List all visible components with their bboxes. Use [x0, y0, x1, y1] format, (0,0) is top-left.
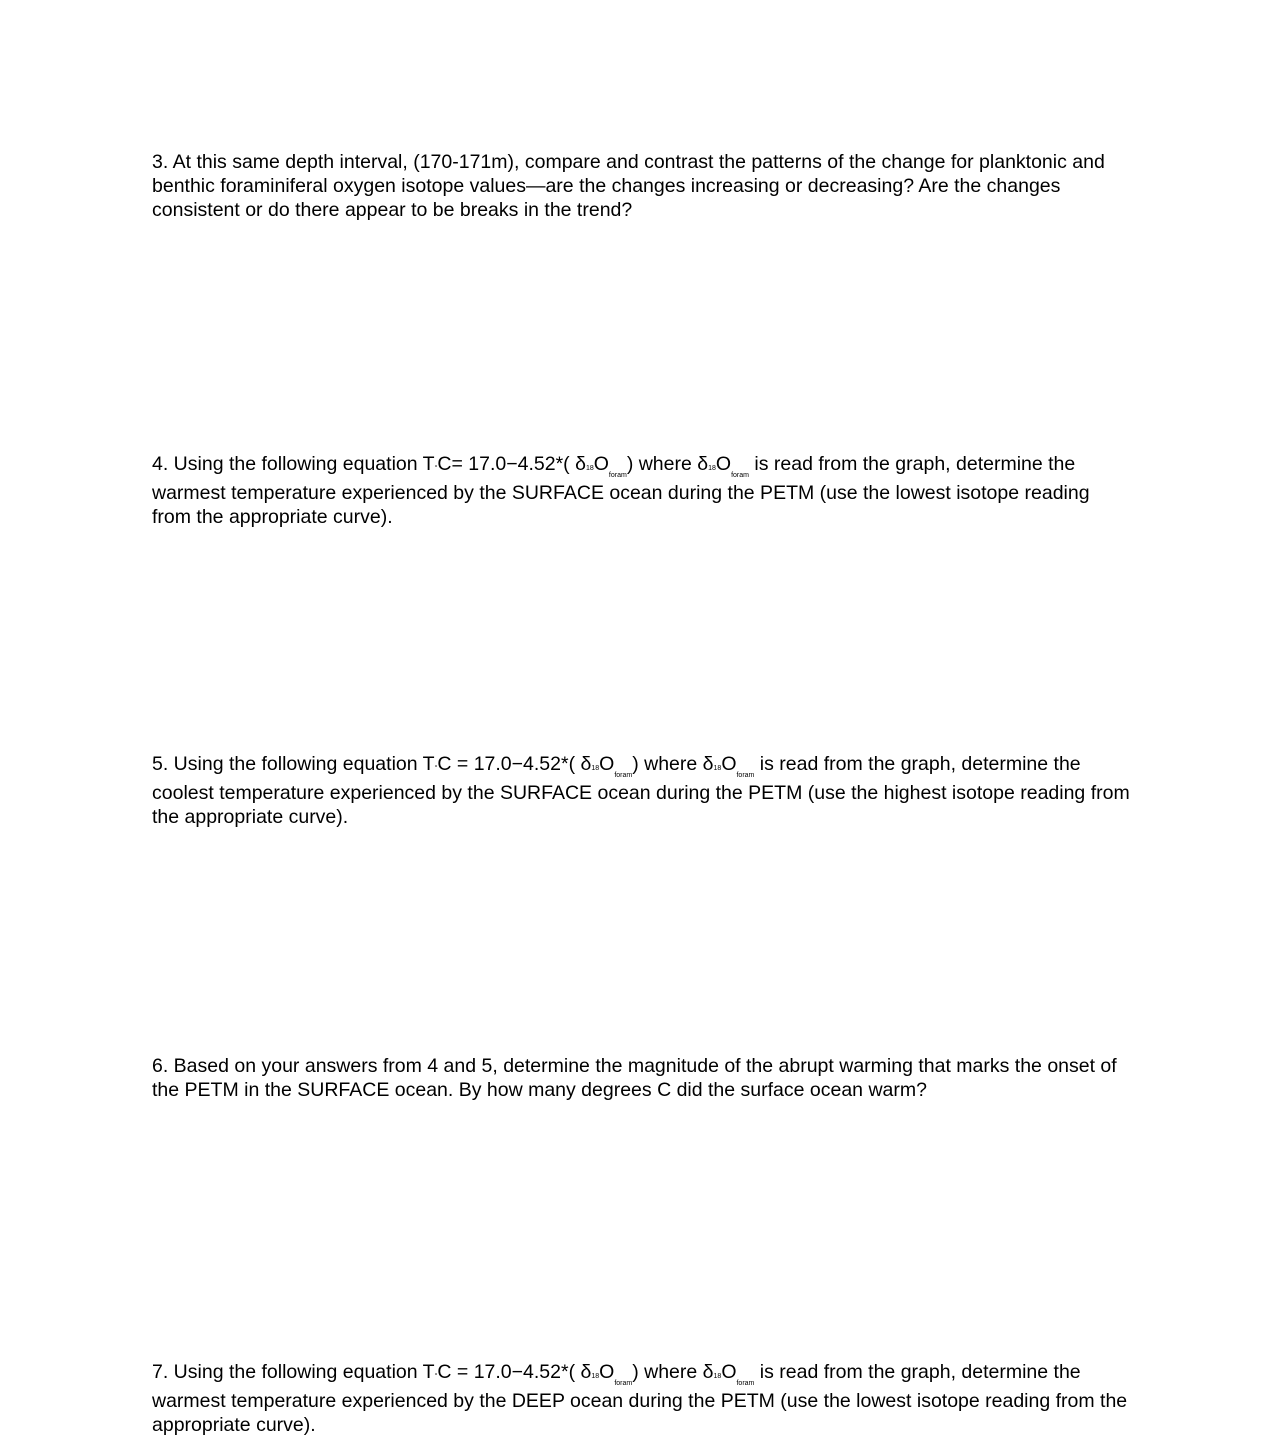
foram-subscript: foram: [736, 772, 755, 779]
oxygen-symbol: O: [721, 753, 737, 775]
isotope-mass-number: 18: [591, 765, 600, 772]
question-7: [152, 1360, 1132, 1437]
degree-symbol: °: [434, 465, 438, 472]
degree-symbol: °: [434, 1373, 438, 1380]
foram-subscript: foram: [736, 1380, 755, 1387]
foram-subscript: foram: [614, 1380, 633, 1387]
equation-where: ) where δ: [632, 1361, 714, 1383]
question-4: [152, 452, 1132, 529]
question-4-lead: 4. Using the following equation T: [152, 453, 435, 475]
oxygen-symbol: O: [721, 1361, 737, 1383]
foram-subscript: foram: [731, 472, 749, 479]
question-4-tail: is read from the graph, determine the warmest temperature experienced by the SURFACE ocean during the PETM (use the lowest isotope reading from the appropriate curve).: [152, 453, 1090, 528]
foram-subscript: foram: [614, 772, 633, 779]
isotope-mass-number: 18: [591, 1373, 600, 1380]
question-7-lead: 7. Using the following equation T: [152, 1361, 435, 1383]
question-5: [152, 752, 1132, 829]
oxygen-symbol: O: [593, 453, 609, 475]
oxygen-symbol: O: [599, 1361, 615, 1383]
oxygen-symbol: O: [715, 453, 732, 475]
question-3: 3. At this same depth interval, (170-171m), compare and contrast the patterns of the change for planktonic and benthic foraminiferal oxygen isotope values—are the changes increasing or decreasing? Are the changes consistent or do there appear to be breaks in the trend?: [152, 151, 1105, 221]
foram-subscript: foram: [608, 472, 627, 479]
question-7-tail: is read from the graph, determine the warmest temperature experienced by the DEEP ocean during the PETM (use the lowest isotope reading from the appropriate curve).: [152, 1361, 1128, 1436]
degree-symbol: °: [434, 765, 438, 772]
question-5-tail: is read from the graph, determine the coolest temperature experienced by the SURFACE ocean during the PETM (use the highest isotope reading from the appropriate curve).: [152, 753, 1130, 828]
question-6: 6. Based on your answers from 4 and 5, determine the magnitude of the abrupt warming that marks the onset of the PETM in the SURFACE ocean. By how many degrees C did the surface ocean warm?: [152, 1055, 1117, 1101]
equation-where: ) where δ: [626, 453, 709, 475]
question-5-lead: 5. Using the following equation T: [152, 753, 435, 775]
equation-part: C = 17.0−4.52*( δ: [437, 1361, 592, 1383]
isotope-mass-number: 18: [713, 765, 722, 772]
isotope-mass-number: 18: [585, 465, 594, 472]
oxygen-symbol: O: [599, 753, 615, 775]
isotope-mass-number: 18: [713, 1373, 722, 1380]
equation-part: C= 17.0−4.52*( δ: [437, 453, 586, 475]
equation-where: ) where δ: [632, 753, 714, 775]
isotope-mass-number: 18: [708, 465, 716, 472]
equation-part: C = 17.0−4.52*( δ: [437, 753, 592, 775]
